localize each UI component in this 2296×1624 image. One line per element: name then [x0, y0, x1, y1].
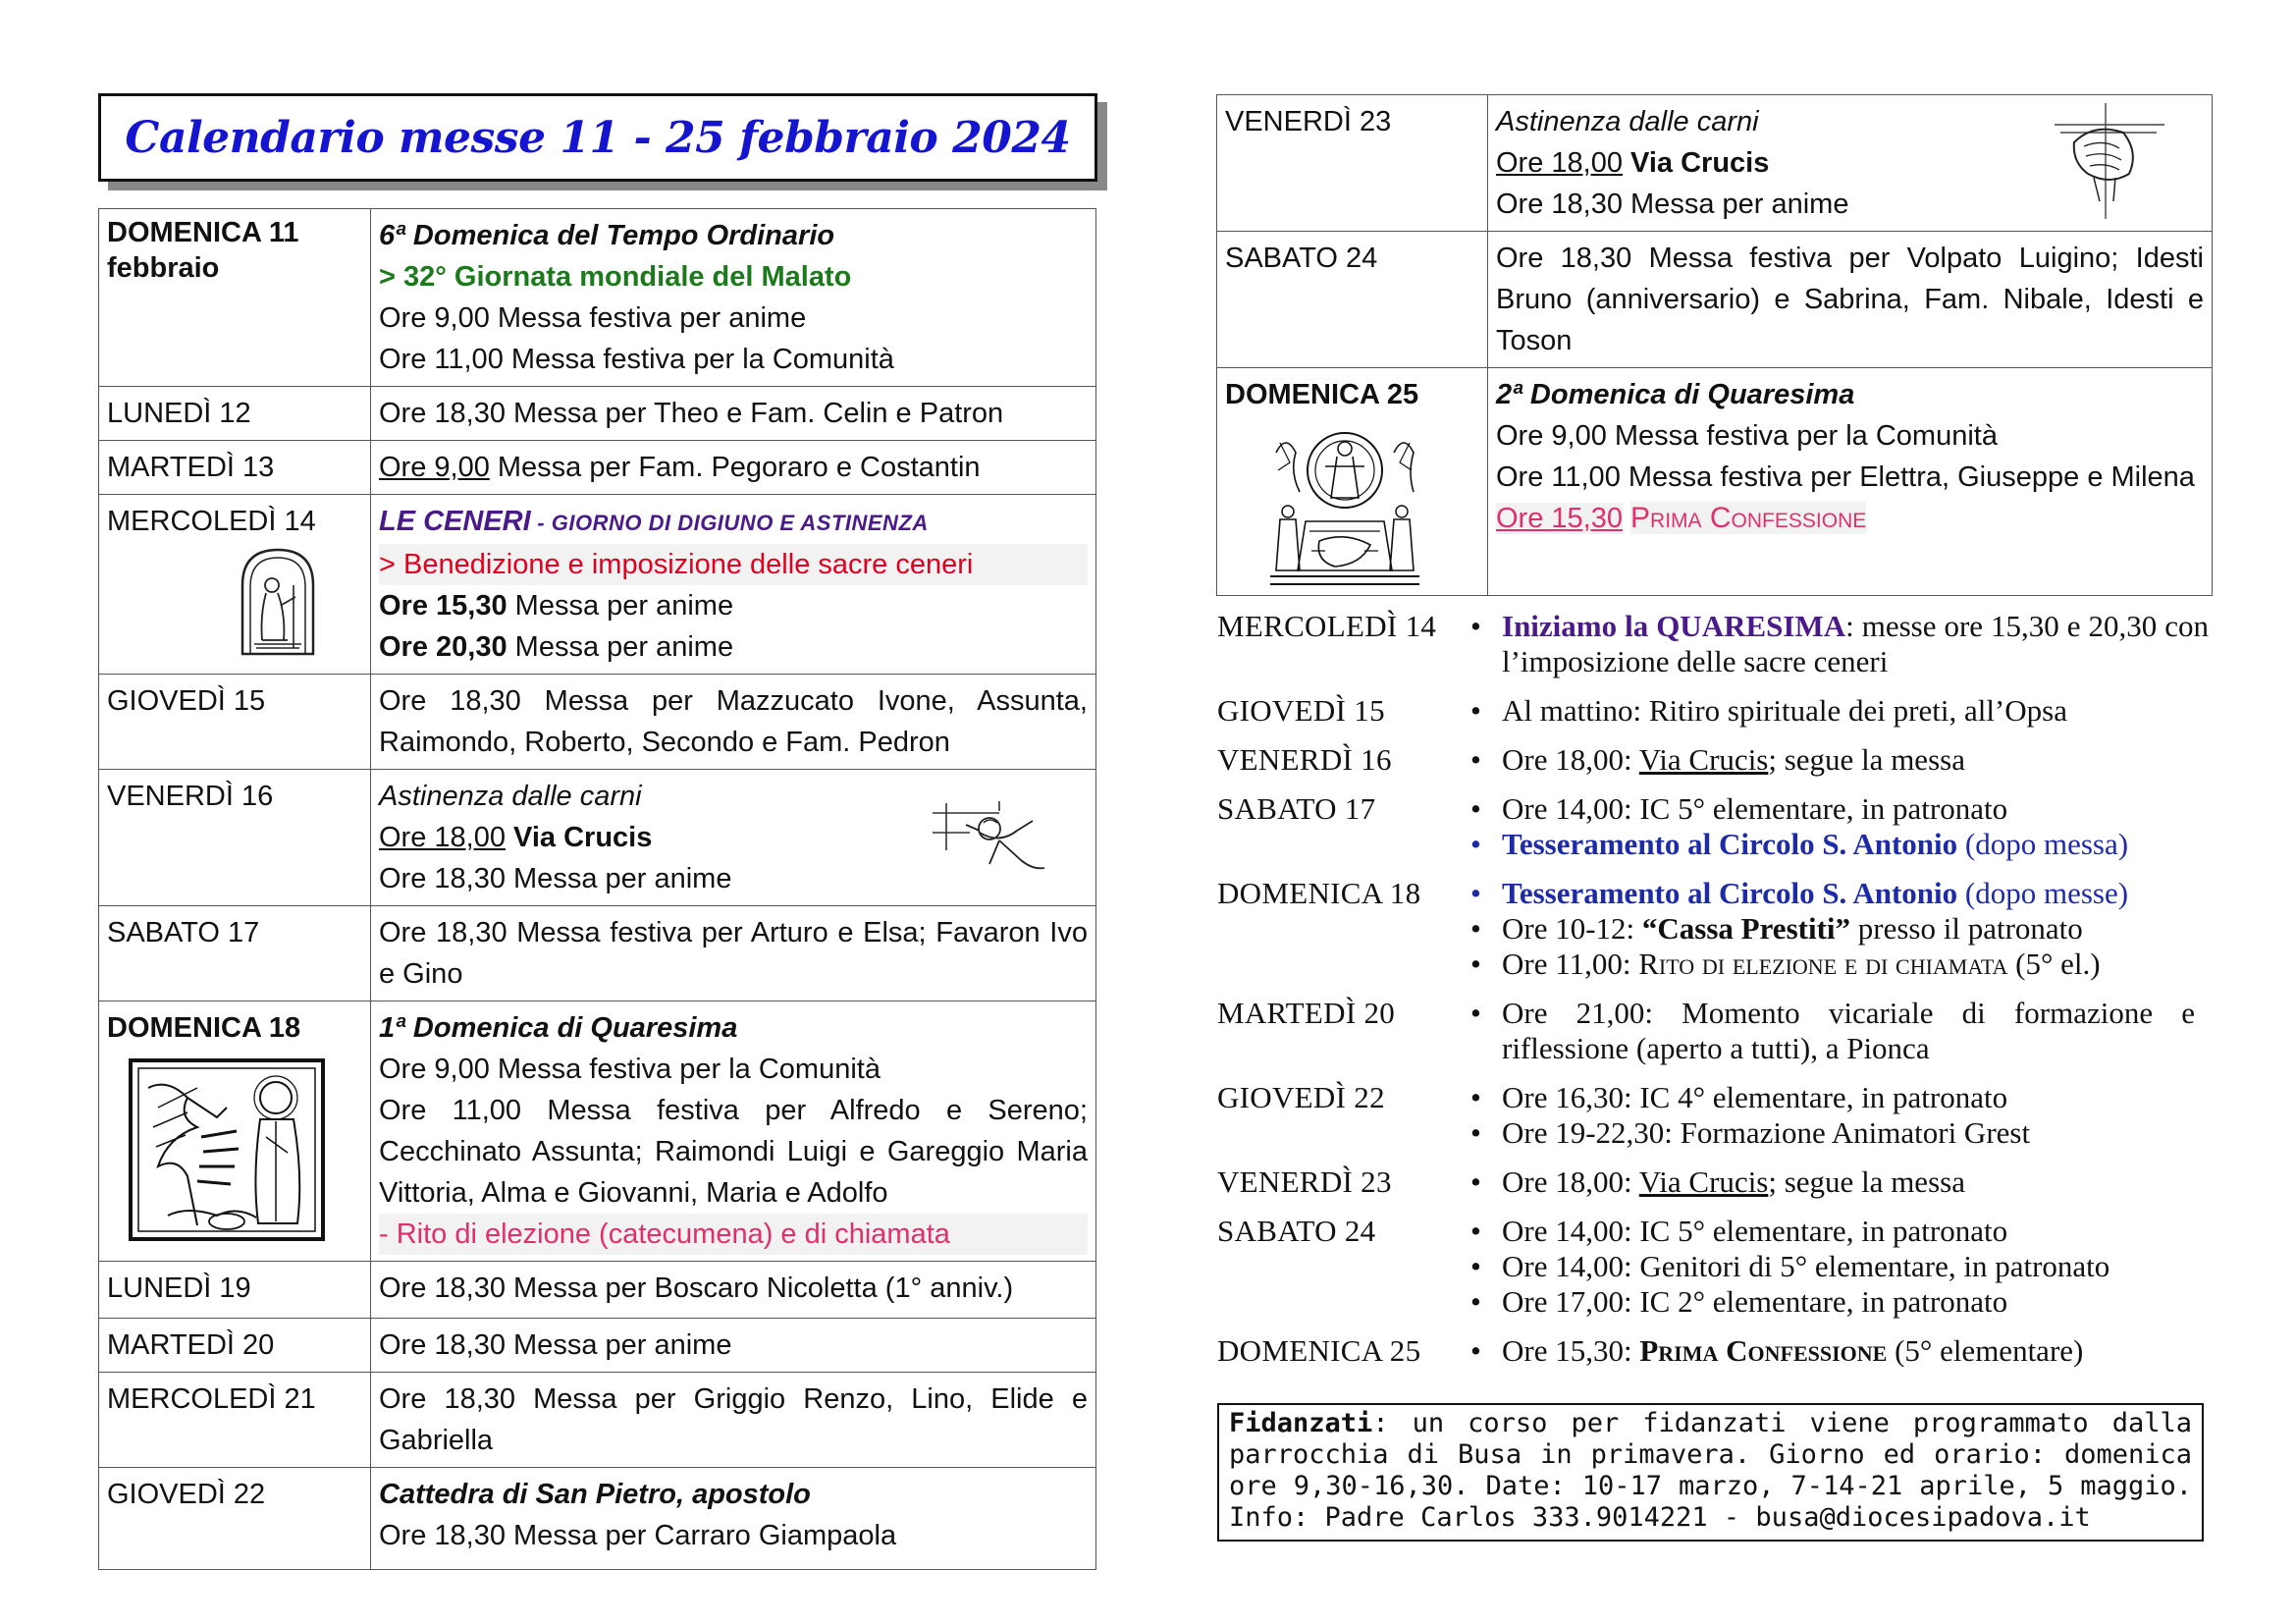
day-cell [99, 1262, 371, 1319]
notice-text: Ore 11,00: [1502, 947, 1639, 981]
event-line: Ore 18,30 Messa per anime [379, 1329, 732, 1361]
day-label: LUNEDÌ 19 [107, 1272, 251, 1304]
day-label: SABATO 24 [1225, 243, 1378, 274]
event-line: Ore 9,00 Messa festiva per la Comunità [1496, 420, 1998, 452]
day-cell [99, 1468, 371, 1570]
day-cell [1217, 95, 1488, 232]
day-cell [99, 441, 371, 495]
notice-day: SABATO 17 [1217, 791, 1376, 826]
notice-day: GIOVEDÌ 15 [1217, 693, 1385, 728]
crucifix-icon [2055, 103, 2164, 219]
event-line: 1ª Domenica di Quaresima [379, 1012, 738, 1044]
notice-underlined: Via Crucis [1638, 1164, 1769, 1199]
notice-day: DOMENICA 18 [1217, 876, 1421, 910]
notice-item [1465, 911, 2209, 947]
notice-item [1465, 693, 2209, 729]
event-line: 2ª Domenica di Quaresima [1496, 379, 1855, 410]
event-heading-sub: - GIORNO DI DIGIUNO E ASTINENZA [530, 511, 929, 535]
event-line: Ore 18,30 Messa per Boscaro Nicoletta (1° anniv.) [379, 1272, 1014, 1304]
notice-item [1465, 1284, 2209, 1320]
crucifix-icon [931, 791, 1048, 876]
list-item [1217, 742, 2209, 778]
notice-item [1465, 1115, 2209, 1151]
notice-item [1465, 996, 2209, 1066]
table-row [99, 1001, 1096, 1262]
notice-item [1465, 609, 2209, 679]
list-item [1217, 1164, 2209, 1200]
event-heading: LE CENERI [379, 506, 531, 537]
notice-day: GIOVEDÌ 22 [1217, 1080, 1385, 1114]
transfiguration-icon [1266, 423, 1423, 586]
day-cell [99, 675, 371, 770]
notice-text: Ore 15,30: [1502, 1333, 1640, 1368]
day-cell [99, 209, 371, 387]
day-cell [99, 770, 371, 906]
event-line: Messa per anime [507, 590, 734, 622]
notice-day: MERCOLEDÌ 14 [1217, 609, 1437, 643]
event-line: Ore 9,00 Messa festiva per anime [379, 302, 807, 334]
table-row [99, 441, 1096, 495]
event-line: Ore 18,30 Messa per Griggio Renzo, Lino, Elide e Gabriella [379, 1383, 1088, 1456]
list-item [1217, 876, 2209, 982]
list-item [1217, 693, 2209, 729]
notice-item [1465, 791, 2209, 827]
notice-highlight: Tesseramento al Circolo S. Antonio [1502, 827, 1958, 861]
table-row [99, 495, 1096, 675]
event-line: Ore 11,00 Messa festiva per la Comunità [379, 344, 894, 375]
notice-text: Ore 17,00: IC 2° elementare, in patronato [1502, 1284, 2008, 1319]
day-cell [99, 906, 371, 1001]
notice-smallcaps: Prima Confessione [1639, 1333, 1888, 1368]
page-title: Calendario messe 11 - 25 febbraio 2024 [125, 112, 1071, 163]
day-cell [99, 495, 371, 675]
event-line: 6ª Domenica del Tempo Ordinario [379, 220, 835, 251]
day-cell [99, 1373, 371, 1468]
event-line: - Rito di elezione (catecumena) e di chiamata [379, 1214, 1088, 1255]
list-item [1217, 996, 2209, 1066]
event-line: Ore 18,30 Messa festiva per Arturo e Elsa; Favaron Ivo e Gino [379, 917, 1088, 990]
day-label: GIOVEDÌ 15 [107, 685, 266, 717]
day-label: GIOVEDÌ 22 [107, 1479, 266, 1510]
table-row [99, 1319, 1096, 1373]
events-cell [371, 1468, 1096, 1570]
table-row [1217, 368, 2213, 596]
events-cell [371, 1262, 1096, 1319]
table-row [99, 675, 1096, 770]
notice-text: Ore 16,30: IC 4° elementare, in patronato [1502, 1080, 2008, 1114]
notice-highlight: Iniziamo la QUARESIMA [1502, 609, 1846, 643]
table-row [99, 209, 1096, 387]
fidanzati-text: : un corso per fidanzati viene programmato dalla parrocchia di Busa in primavera. Giorno ed orario: domenica ore 9,30-16,30. Date: 10-17 marzo, 7-14-21 aprile, 5 maggio. Info: Padre Carlos 333.9014221 - busa@diocesipadova.it [1229, 1408, 2192, 1533]
fidanzati-label: Fidanzati [1229, 1408, 1373, 1438]
table-row [99, 1468, 1096, 1570]
day-label: VENERDÌ 16 [107, 781, 274, 812]
notices-list [1217, 609, 2209, 1382]
temptation-icon [129, 1058, 325, 1241]
day-label: DOMENICA 11 febbraio [107, 217, 299, 284]
notice-day: VENERDÌ 16 [1217, 742, 1392, 777]
day-cell [99, 1319, 371, 1373]
table-row [99, 906, 1096, 1001]
events-cell [371, 1319, 1096, 1373]
notice-text: (5° elementare) [1887, 1333, 2084, 1368]
notice-text: (dopo messa) [1957, 827, 2129, 861]
day-label: DOMENICA 18 [107, 1012, 301, 1044]
notice-item [1465, 827, 2209, 862]
notice-text: ; segue la messa [1768, 1164, 1965, 1199]
table-row [99, 1373, 1096, 1468]
event-line: Prima Confessione [1630, 502, 1867, 534]
notice-text: Ore 19-22,30: Formazione Animatori Grest [1502, 1115, 2031, 1150]
ash-wednesday-icon [237, 546, 319, 656]
fidanzati-box [1217, 1403, 2204, 1542]
events-cell [371, 906, 1096, 1001]
event-time: Ore 18,00 [1496, 147, 1623, 179]
event-line: Ore 9,00 Messa festiva per la Comunità [379, 1054, 881, 1085]
event-time: Ore 15,30 [1496, 503, 1623, 534]
notice-smallcaps: Rito di elezione e di chiamata [1638, 947, 2008, 981]
day-cell [1217, 368, 1488, 596]
notice-highlight: Tesseramento al Circolo S. Antonio [1502, 876, 1958, 910]
event-line: Messa per anime [507, 631, 734, 663]
notice-text: (dopo messe) [1957, 876, 2129, 910]
day-label: DOMENICA 25 [1225, 379, 1419, 410]
event-line: Ore 18,30 Messa per Theo e Fam. Celin e Patron [379, 398, 1004, 429]
notice-day: SABATO 24 [1217, 1214, 1376, 1248]
events-cell [1488, 95, 2213, 232]
notice-text: (5° el.) [2007, 947, 2101, 981]
event-line: Cattedra di San Pietro, apostolo [379, 1479, 811, 1510]
list-item [1217, 609, 2209, 679]
table-row [1217, 95, 2213, 232]
list-item [1217, 791, 2209, 862]
events-cell [1488, 368, 2213, 596]
day-label: SABATO 17 [107, 917, 260, 948]
event-line: Via Crucis [505, 822, 653, 853]
notice-underlined: Via Crucis [1638, 742, 1769, 777]
events-cell [371, 1001, 1096, 1262]
notice-item [1465, 1249, 2209, 1284]
title-box [98, 93, 1097, 182]
event-line: Astinenza dalle carni [379, 781, 642, 812]
notice-day: MARTEDÌ 20 [1217, 996, 1396, 1030]
events-cell [371, 495, 1096, 675]
list-item [1217, 1080, 2209, 1151]
notice-text: Ore 10-12: [1502, 911, 1642, 946]
table-row [99, 1262, 1096, 1319]
notice-item [1465, 1214, 2209, 1249]
event-line: Ore 18,30 Messa per Mazzucato Ivone, Assunta, Raimondo, Roberto, Secondo e Fam. Pedron [379, 685, 1088, 758]
day-label: MARTEDÌ 20 [107, 1329, 275, 1361]
event-line: Ore 11,00 Messa festiva per Elettra, Giuseppe e Milena [1496, 461, 2195, 493]
events-cell [371, 209, 1096, 387]
event-line: Ore 11,00 Messa festiva per Alfredo e Sereno; Cecchinato Assunta; Raimondi Luigi e Gareggio Maria Vittoria, Alma e Giovanni, Maria e Adolfo [379, 1095, 1088, 1209]
day-label: MERCOLEDÌ 21 [107, 1383, 316, 1415]
notice-text: Ore 21,00: Momento vicariale di formazione e riflessione (aperto a tutti), a Pionca [1502, 996, 2195, 1065]
event-line: Via Crucis [1622, 147, 1770, 179]
day-cell [99, 387, 371, 441]
left-calendar-table [98, 208, 1096, 1570]
table-row [1217, 232, 2213, 368]
event-line: Ore 18,30 Messa per anime [1496, 189, 1849, 220]
notice-text: presso il patronato [1850, 911, 2083, 946]
events-cell [1488, 232, 2213, 368]
events-cell [371, 1373, 1096, 1468]
notice-text: Al mattino: Ritiro spirituale dei preti, all’Opsa [1502, 693, 2067, 728]
notice-text: ; segue la messa [1768, 742, 1965, 777]
table-row [99, 387, 1096, 441]
notice-text: Ore 14,00: IC 5° elementare, in patronato [1502, 791, 2008, 826]
notice-item [1465, 742, 2209, 778]
event-time: Ore 20,30 [379, 631, 507, 663]
list-item [1217, 1333, 2209, 1369]
notice-item [1465, 947, 2209, 982]
right-calendar-table [1216, 94, 2213, 596]
events-cell [371, 770, 1096, 906]
notice-day: DOMENICA 25 [1217, 1333, 1421, 1368]
day-label: MERCOLEDÌ 14 [107, 506, 316, 537]
notice-text: Ore 18,00: [1502, 742, 1639, 777]
event-line: Messa per Fam. Pegoraro e Costantin [489, 452, 981, 483]
notice-text: Ore 14,00: IC 5° elementare, in patronato [1502, 1214, 2008, 1248]
day-label: MARTEDÌ 13 [107, 452, 275, 483]
event-time: Ore 15,30 [379, 590, 507, 622]
notice-item [1465, 1080, 2209, 1115]
event-line: Ore 18,30 Messa festiva per Volpato Luigino; Idesti Bruno (anniversario) e Sabrina, Fam. Nibale, Idesti e Toson [1496, 243, 2204, 356]
day-cell [99, 1001, 371, 1262]
table-row [99, 770, 1096, 906]
notice-text: Ore 14,00: Genitori di 5° elementare, in patronato [1502, 1249, 2110, 1283]
event-line: Ore 18,30 Messa per anime [379, 863, 732, 894]
notice-day: VENERDÌ 23 [1217, 1164, 1392, 1199]
notice-item [1465, 1333, 2209, 1369]
notice-bold: “Cassa Prestiti” [1641, 911, 1851, 946]
events-cell [371, 675, 1096, 770]
day-cell [1217, 232, 1488, 368]
event-line: > Benedizione e imposizione delle sacre ceneri [379, 544, 1088, 585]
event-time: Ore 9,00 [379, 452, 490, 483]
events-cell [371, 387, 1096, 441]
events-cell [371, 441, 1096, 495]
notice-text: : messe ore 15,30 e 20,30 con l’imposizione delle sacre ceneri [1502, 609, 2209, 678]
notice-item [1465, 1164, 2209, 1200]
event-time: Ore 18,00 [379, 822, 506, 853]
notice-text: Ore 18,00: [1502, 1164, 1639, 1199]
event-line: Astinenza dalle carni [1496, 106, 1759, 137]
event-line: Ore 18,30 Messa per Carraro Giampaola [379, 1520, 897, 1551]
event-line: > 32° Giornata mondiale del Malato [379, 261, 852, 293]
day-label: VENERDÌ 23 [1225, 106, 1392, 137]
day-label: LUNEDÌ 12 [107, 398, 251, 429]
list-item [1217, 1214, 2209, 1320]
notice-item [1465, 876, 2209, 911]
